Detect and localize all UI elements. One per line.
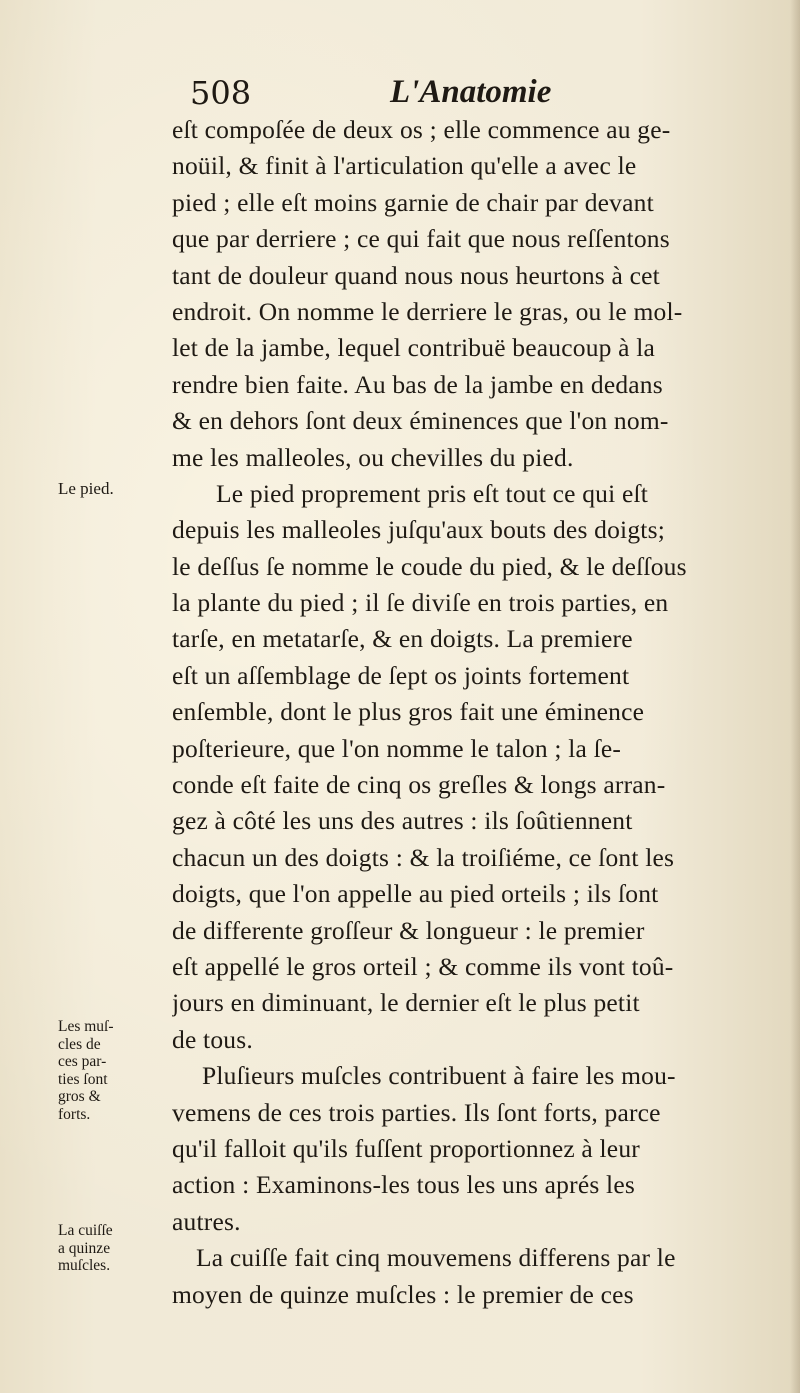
text-line: que par derriere ; ce qui fait que nous reſſentons	[172, 224, 670, 254]
margin-note-muscles	[58, 1018, 114, 1123]
text-line: tarſe, en metatarſe, & en doigts. La premiere	[172, 624, 633, 654]
text-line: let de la jambe, lequel contribuë beaucoup à la	[172, 333, 656, 363]
running-title: L'Anatomie	[390, 74, 552, 110]
text-line: de tous.	[172, 1024, 253, 1054]
text-line: autres.	[172, 1206, 241, 1236]
text-line: conde eſt faite de cinq os greſles & longs arran-	[172, 770, 666, 800]
text-line: pied ; elle eſt moins garnie de chair par devant	[172, 187, 654, 217]
margin-note-line: cles de	[58, 1035, 101, 1053]
margin-note-line: a quinze	[58, 1239, 111, 1257]
text-line: tant de douleur quand nous nous heurtons à cet	[172, 260, 660, 290]
text-line: Le pied proprement pris eſt tout ce qui eſt	[216, 478, 649, 508]
text-line: poſterieure, que l'on nomme le talon ; la ſe-	[172, 733, 622, 763]
text-line: chacun un des doigts : & la troiſiéme, ce ſont les	[172, 842, 675, 872]
page-header	[190, 74, 590, 114]
margin-note-line: ces par-	[58, 1053, 107, 1070]
text-line: eſt compoſée de deux os ; elle commence au ge-	[172, 115, 671, 144]
page-edge-shadow	[790, 0, 800, 1393]
text-line: La cuiſſe fait cinq mouvemens differens par le	[196, 1243, 676, 1273]
margin-note-line: La cuiſſe	[58, 1222, 113, 1239]
text-line: depuis les malleoles juſqu'aux bouts des doigts;	[172, 515, 665, 545]
page-number: 508	[190, 74, 252, 112]
text-line: le deſſus ſe nomme le coude du pied, & le deſſous	[172, 551, 687, 581]
margin-note-line: Le pied.	[58, 479, 114, 498]
text-line: action : Examinons-les tous les uns aprés les	[172, 1170, 635, 1200]
text-line: endroit. On nomme le derriere le gras, ou le mol-	[172, 296, 683, 326]
text-line: me les malleoles, ou chevilles du pied.	[172, 442, 574, 472]
text-line: & en dehors ſont deux éminences que l'on nom-	[172, 406, 669, 436]
text-line: Pluſieurs muſcles contribuent à faire les mou-	[202, 1061, 676, 1091]
margin-note-thigh	[58, 1222, 113, 1275]
text-line: eſt appellé le gros orteil ; & comme ils vont toû-	[172, 951, 674, 981]
body-text	[172, 112, 772, 1313]
text-line: jours en diminuant, le dernier eſt le plus petit	[172, 988, 640, 1018]
margin-note-line: ties ſont	[58, 1070, 108, 1088]
margin-note-foot	[58, 480, 114, 498]
text-line: rendre bien faite. Au bas de la jambe en dedans	[172, 369, 663, 399]
text-line: de differente groſſeur & longueur : le premier	[172, 915, 645, 945]
text-line: doigts, que l'on appelle au pied orteils ; ils ſont	[172, 879, 659, 909]
text-line: la plante du pied ; il ſe diviſe en trois parties, en	[172, 588, 669, 618]
margin-note-line: muſcles.	[58, 1257, 111, 1274]
text-line: qu'il falloit qu'ils fuſſent proportionnez à leur	[172, 1133, 640, 1163]
margin-note-line: Les muſ-	[58, 1018, 114, 1035]
text-line: enſemble, dont le plus gros fait une éminence	[172, 697, 645, 727]
text-line: noüil, & finit à l'articulation qu'elle a avec le	[172, 151, 637, 181]
text-line: eſt un aſſemblage de ſept os joints fortement	[172, 660, 630, 690]
text-line: gez à côté les uns des autres : ils ſoûtiennent	[172, 806, 633, 836]
text-line: moyen de quinze muſcles : le premier de ces	[172, 1279, 634, 1309]
margin-note-line: gros &	[58, 1088, 101, 1105]
margin-note-line: forts.	[58, 1105, 91, 1123]
text-line: vemens de ces trois parties. Ils ſont forts, parce	[172, 1097, 661, 1127]
